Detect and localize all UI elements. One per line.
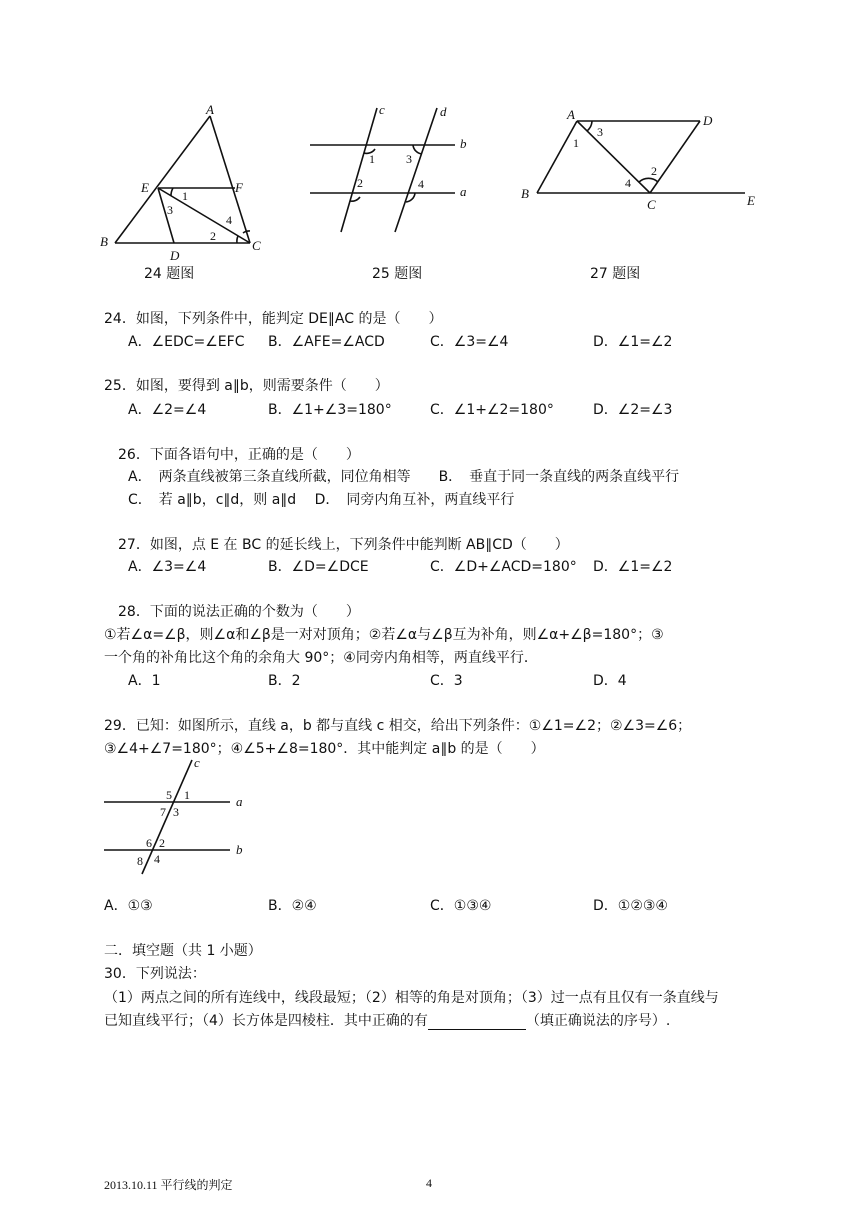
- q29-option-a[interactable]: A．①③: [104, 898, 153, 914]
- q25-option-c[interactable]: C．∠1+∠2=180°: [430, 402, 554, 418]
- question-28-stem: 28．下面的说法正确的个数为（ ）: [118, 604, 360, 620]
- angle-label-6: 6: [146, 836, 152, 850]
- angle-label-3: 3: [406, 152, 412, 166]
- page-number: 4: [426, 1176, 432, 1190]
- question-25-stem: 25．如图，要得到 a∥b，则需要条件（ ）: [104, 378, 389, 394]
- line-c: [142, 760, 192, 874]
- label-D: D: [703, 113, 713, 128]
- q29-option-b[interactable]: B．②④: [268, 898, 317, 914]
- label-E: E: [747, 193, 755, 208]
- label-b: b: [236, 842, 243, 857]
- label-F: F: [235, 180, 243, 195]
- q27-option-b[interactable]: B．∠D=∠DCE: [268, 559, 369, 575]
- angle-label-3: 3: [167, 203, 173, 217]
- angle-label-1: 1: [573, 136, 579, 150]
- angle-arc-3: [587, 121, 592, 131]
- question-24-stem: 24．如图，下列条件中，能判定 DE∥AC 的是（ ）: [104, 311, 443, 327]
- line-AB: [537, 121, 577, 193]
- question-29-stem-line2: ③∠4+∠7=180°；④∠5+∠8=180°．其中能判定 a∥b 的是（ ）: [104, 741, 545, 757]
- angle-arc-2: [237, 236, 238, 243]
- figure-25: [305, 100, 485, 240]
- q26-options-line1[interactable]: A． 两条直线被第三条直线所截，同位角相等 B． 垂直于同一条直线的两条直线平行: [128, 469, 680, 485]
- label-A: A: [567, 107, 575, 122]
- question-30-line1: （1）两点之间的所有连线中，线段最短；（2）相等的角是对顶角；（3）过一点有且仅有一条直线与: [104, 990, 719, 1006]
- question-27-stem: 27．如图，点 E 在 BC 的延长线上，下列条件中能判断 AB∥CD（ ）: [118, 537, 569, 553]
- q28-statement-line1: ①若∠α=∠β，则∠α和∠β是一对对顶角；②若∠α与∠β互为补角，则∠α+∠β=180°；③: [104, 627, 664, 643]
- q28-option-b[interactable]: B．2: [268, 673, 301, 689]
- label-D: D: [170, 248, 180, 263]
- figure-24: [95, 100, 275, 270]
- q27-option-d[interactable]: D．∠1=∠2: [593, 559, 673, 575]
- question-29-stem: 29．已知：如图所示，直线 a，b 都与直线 c 相交，给出下列条件：①∠1=∠2；②∠3=∠6；: [104, 718, 692, 734]
- q28-option-a[interactable]: A．1: [128, 673, 161, 689]
- angle-label-4: 4: [418, 177, 424, 191]
- angle-label-2: 2: [159, 836, 165, 850]
- figure-27-caption: 27 题图: [590, 266, 641, 282]
- line-AC: [577, 121, 650, 193]
- angle-label-1: 1: [369, 152, 375, 166]
- q28-option-c[interactable]: C．3: [430, 673, 463, 689]
- label-E: E: [141, 180, 149, 195]
- q27-option-a[interactable]: A．∠3=∠4: [128, 559, 207, 575]
- figure-29: [100, 756, 260, 880]
- line-c: [341, 108, 377, 232]
- q27-option-c[interactable]: C．∠D+∠ACD=180°: [430, 559, 577, 575]
- q24-option-a[interactable]: A．∠EDC=∠EFC: [128, 334, 245, 350]
- angle-label-5: 5: [166, 788, 172, 802]
- angle-arc-3: [413, 145, 422, 154]
- label-a: a: [236, 794, 243, 809]
- footer-title: 2013.10.11 平行线的判定: [104, 1178, 233, 1192]
- q25-option-a[interactable]: A．∠2=∠4: [128, 402, 207, 418]
- angle-label-4: 4: [226, 213, 232, 227]
- answer-blank[interactable]: [428, 1015, 526, 1030]
- q25-option-d[interactable]: D．∠2=∠3: [593, 402, 673, 418]
- angle-label-7: 7: [160, 805, 166, 819]
- angle-label-3: 3: [173, 805, 179, 819]
- angle-arc-24: [639, 178, 658, 182]
- question-30-line2-text: 已知直线平行；（4）长方体是四棱柱．其中正确的有: [104, 1013, 428, 1029]
- section-heading: 二．填空题（共 1 小题）: [104, 943, 262, 959]
- question-26-stem: 26．下面各语句中，正确的是（ ）: [118, 447, 360, 463]
- angle-label-4: 4: [625, 176, 631, 190]
- figure-27: [515, 105, 765, 215]
- label-a: a: [460, 184, 467, 199]
- label-B: B: [100, 234, 108, 249]
- angle-label-2: 2: [651, 164, 657, 178]
- line-d: [395, 108, 437, 232]
- q29-option-c[interactable]: C．①③④: [430, 898, 492, 914]
- label-d: d: [440, 104, 447, 119]
- label-C: C: [647, 197, 656, 212]
- q26-options-line2[interactable]: C． 若 a∥b，c∥d，则 a∥d D． 同旁内角互补，两直线平行: [128, 492, 515, 508]
- label-C: C: [252, 238, 261, 253]
- figure-25-caption: 25 题图: [372, 266, 423, 282]
- q28-statement-line2: 一个角的补角比这个角的余角大 90°；④同旁内角相等，两直线平行．: [104, 650, 538, 666]
- angle-label-4: 4: [154, 852, 160, 866]
- label-c: c: [194, 756, 200, 770]
- line-AB: [115, 116, 210, 243]
- angle-label-2: 2: [210, 229, 216, 243]
- q28-option-d[interactable]: D．4: [593, 673, 627, 689]
- question-30-stem: 30．下列说法：: [104, 966, 206, 982]
- label-B: B: [521, 186, 529, 201]
- figure-24-caption: 24 题图: [144, 266, 195, 282]
- question-30-line2: [104, 1010, 670, 1030]
- angle-label-1: 1: [184, 788, 190, 802]
- label-b: b: [460, 136, 467, 151]
- q24-option-c[interactable]: C．∠3=∠4: [430, 334, 509, 350]
- angle-label-8: 8: [137, 854, 143, 868]
- q24-option-d[interactable]: D．∠1=∠2: [593, 334, 673, 350]
- angle-arc-1: [171, 188, 173, 196]
- label-A: A: [206, 102, 214, 117]
- angle-label-3: 3: [597, 125, 603, 139]
- angle-label-1: 1: [182, 189, 188, 203]
- label-c: c: [379, 102, 385, 117]
- q29-option-d[interactable]: D．①②③④: [593, 898, 668, 914]
- question-30-line2-end: （填正确说法的序号）.: [525, 1013, 671, 1029]
- angle-label-2: 2: [357, 176, 363, 190]
- q24-option-b[interactable]: B．∠AFE=∠ACD: [268, 334, 385, 350]
- q25-option-b[interactable]: B．∠1+∠3=180°: [268, 402, 392, 418]
